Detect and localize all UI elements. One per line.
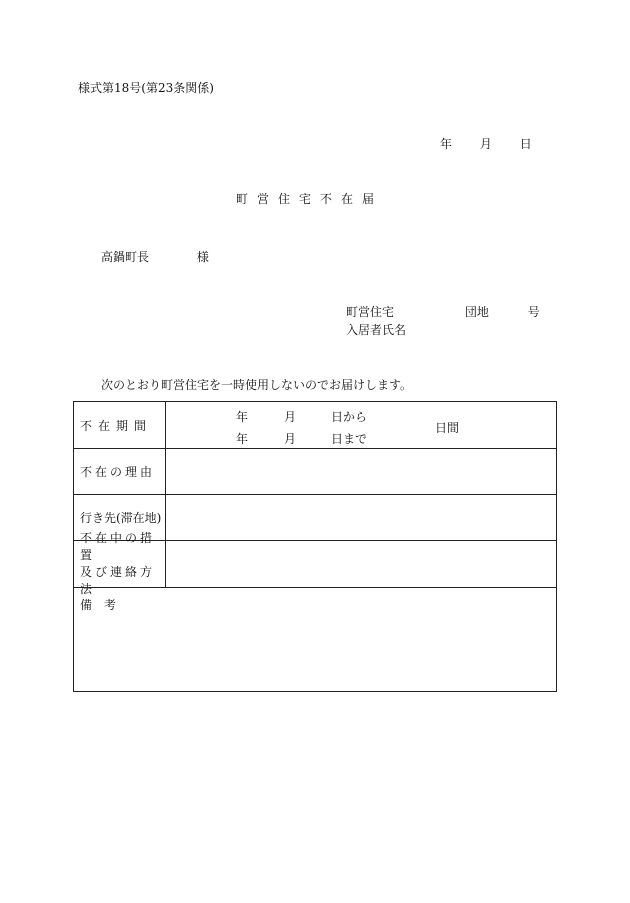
absence-form-table	[73, 401, 557, 692]
period-to-month: 月	[284, 432, 297, 446]
intro-text: 次のとおり町営住宅を一時使用しないのでお届けします。	[101, 378, 413, 392]
form-number: 様式第18号(第23条関係)	[78, 81, 214, 95]
label-measures-line1: 不在中の措置	[80, 531, 156, 562]
resident-info	[346, 305, 540, 341]
resident-name-label: 入居者氏名	[346, 323, 407, 337]
addressee-honorific: 様	[196, 250, 209, 264]
period-from-month: 月	[284, 410, 297, 424]
submission-date	[440, 137, 532, 151]
label-absence-period: 不在期間	[74, 402, 166, 448]
date-day: 日	[519, 137, 532, 151]
label-absence-reason: 不在の理由	[74, 449, 166, 494]
label-measures	[74, 531, 166, 596]
housing-label: 町営住宅	[346, 305, 395, 319]
page-title: 町営住宅不在届	[236, 192, 384, 206]
date-month: 月	[479, 137, 492, 151]
row-measures	[74, 531, 556, 596]
period-to-year: 年	[236, 432, 249, 446]
number-label: 号	[527, 305, 540, 319]
period-days: 日間	[435, 421, 460, 435]
label-measures-line2: 及び連絡方法	[80, 565, 156, 596]
period-from-year: 年	[236, 410, 249, 424]
resident-housing-row	[346, 305, 540, 323]
row-absence-period	[74, 402, 556, 449]
date-year: 年	[440, 137, 453, 151]
addressee	[101, 250, 209, 264]
row-absence-reason	[74, 449, 556, 495]
danchi-label: 団地	[464, 305, 489, 319]
period-from-day: 日から	[331, 410, 368, 424]
row-remarks	[74, 588, 556, 691]
period-to-day: 日まで	[331, 432, 368, 446]
addressee-name: 高鍋町長	[101, 250, 150, 264]
label-remarks: 備考	[80, 598, 129, 612]
label-destination: 行き先(滞在地)	[74, 495, 166, 540]
